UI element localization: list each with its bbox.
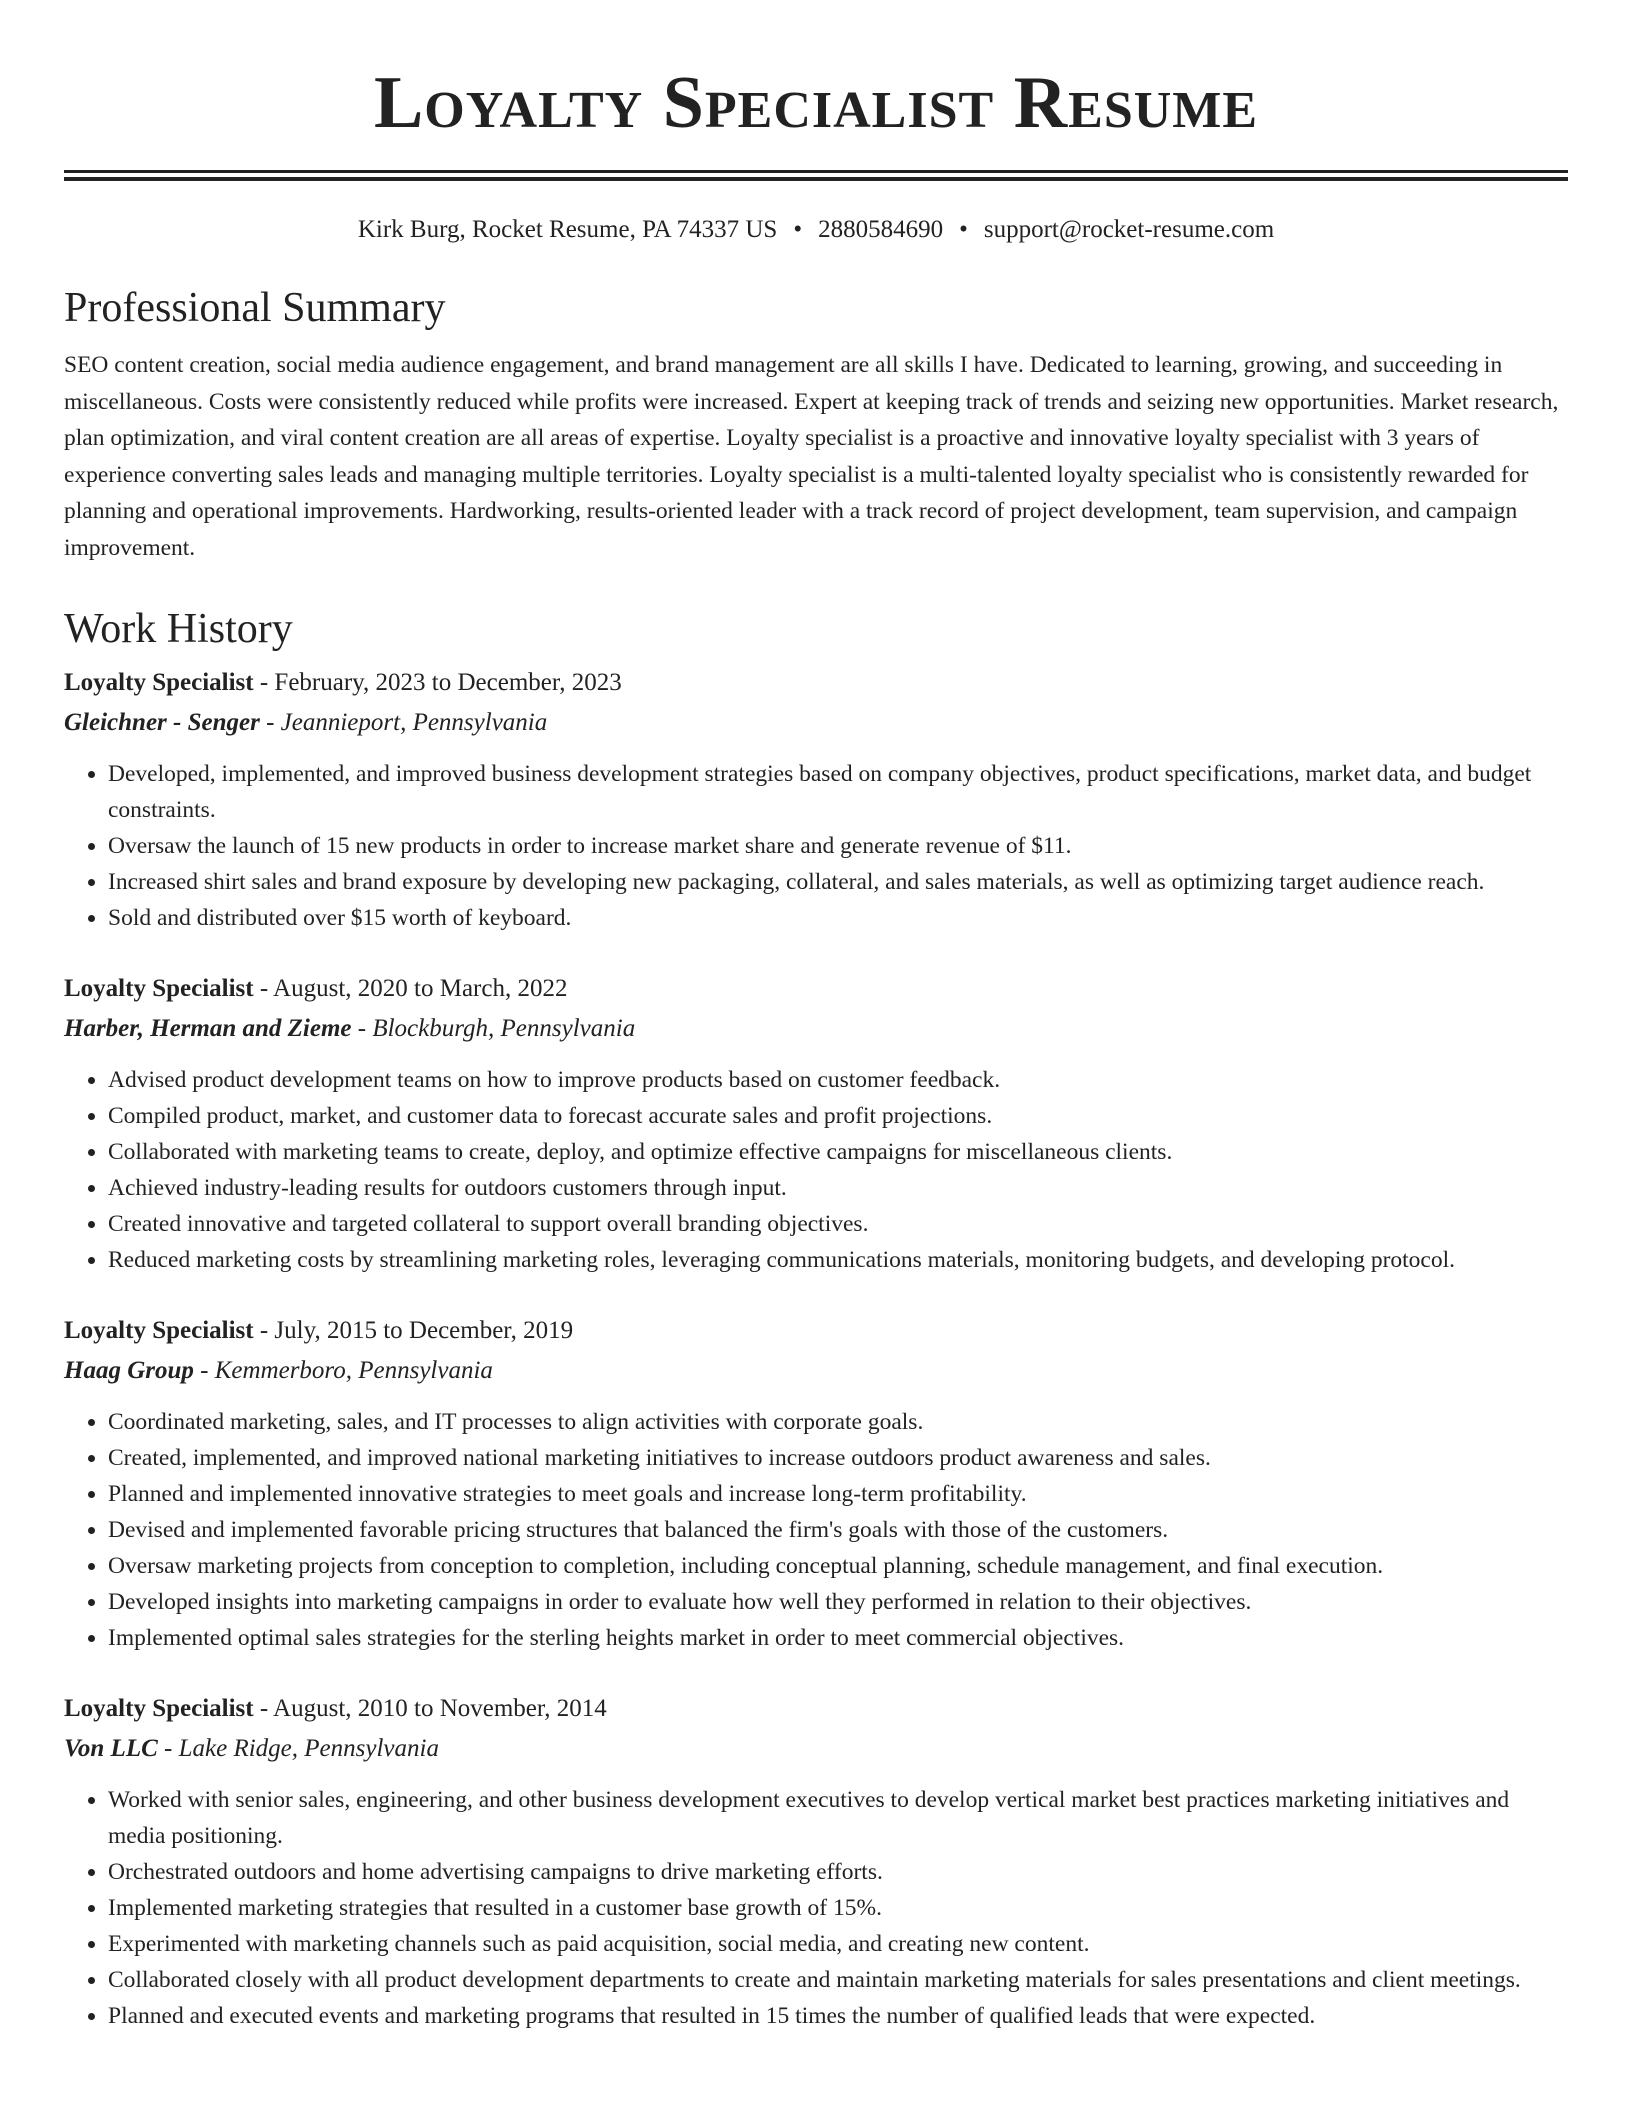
job-location: - Kemmerboro, Pennsylvania bbox=[193, 1357, 493, 1385]
job-bullet: • Collaborated with marketing teams to create, deploy, and optimize effective campaigns for miscellaneous clients. bbox=[108, 1134, 1568, 1170]
job-bullet: • Increased shirt sales and brand exposure by developing new packaging, collateral, and sales materials, as well as optimizing target audience reach. bbox=[108, 864, 1568, 900]
job-entry bbox=[64, 974, 1568, 1278]
job-bullet: • Coordinated marketing, sales, and IT processes to align activities with corporate goals. bbox=[108, 1404, 1568, 1440]
job-role: Loyalty Specialist bbox=[64, 1695, 254, 1723]
job-location: - Lake Ridge, Pennsylvania bbox=[157, 1735, 439, 1763]
job-dates: - August, 2020 to March, 2022 bbox=[253, 975, 568, 1003]
contact-line bbox=[64, 215, 1568, 245]
job-bullet: • Collaborated closely with all product development departments to create and maintain marketing materials for sales presentations and client meetings. bbox=[108, 1962, 1568, 1998]
job-bullet: • Achieved industry-leading results for outdoors customers through input. bbox=[108, 1170, 1568, 1206]
job-role: Loyalty Specialist bbox=[64, 975, 254, 1003]
job-role: Loyalty Specialist bbox=[64, 669, 254, 697]
job-bullets bbox=[64, 1782, 1568, 2034]
job-company: Harber, Herman and Zieme bbox=[64, 1015, 352, 1043]
contact-separator: • bbox=[959, 216, 968, 243]
contact-phone: 2880584690 bbox=[818, 216, 944, 243]
job-bullet: • Developed insights into marketing campaigns in order to evaluate how well they performed in relation to their objectives. bbox=[108, 1584, 1568, 1620]
title-divider bbox=[64, 170, 1568, 181]
job-company: Von LLC bbox=[64, 1735, 158, 1763]
job-bullet: • Planned and executed events and marketing programs that resulted in 15 times the number of qualified leads that were expected. bbox=[108, 1998, 1568, 2034]
job-title-line bbox=[64, 1316, 1568, 1346]
job-bullet: • Developed, implemented, and improved business development strategies based on company objectives, product specifications, market data, and budget constraints. bbox=[108, 756, 1568, 828]
job-bullet: • Implemented marketing strategies that resulted in a customer base growth of 15%. bbox=[108, 1890, 1568, 1926]
job-dates: - August, 2010 to November, 2014 bbox=[253, 1695, 607, 1723]
summary-heading: Professional Summary bbox=[64, 285, 446, 331]
job-company-line bbox=[64, 1014, 1568, 1044]
job-company-line bbox=[64, 708, 1568, 738]
summary-section bbox=[64, 285, 1568, 566]
job-bullet: • Advised product development teams on how to improve products based on customer feedback. bbox=[108, 1062, 1568, 1098]
job-company: Haag Group bbox=[64, 1357, 194, 1385]
contact-email: support@rocket-resume.com bbox=[983, 216, 1275, 243]
job-title-line bbox=[64, 668, 1568, 698]
summary-text: SEO content creation, social media audience engagement, and brand management are all skills I have. Dedicated to learning, growing, and succeeding in miscellaneous. Costs were consistently reduced while profits were increased. Expert at keeping track of trends and seizing new opportunities. Market research, plan optimization, and viral content creation are all areas of expertise. Loyalty specialist is a proactive and innovative loyalty specialist with 3 years of experience converting sales leads and managing multiple territories. Loyalty specialist is a multi-talented loyalty specialist who is consistently rewarded for planning and operational improvements. Hardworking, results-oriented leader with a track record of project development, team supervision, and campaign improvement. bbox=[64, 352, 1559, 561]
job-bullet: • Oversaw the launch of 15 new products in order to increase market share and generate revenue of $11. bbox=[108, 828, 1568, 864]
job-company: Gleichner - Senger bbox=[64, 709, 260, 737]
job-entry bbox=[64, 1694, 1568, 2034]
job-bullet: • Sold and distributed over $15 worth of keyboard. bbox=[108, 900, 1568, 936]
job-bullet: • Worked with senior sales, engineering, and other business development executives to develop vertical market best practices marketing initiatives and media positioning. bbox=[108, 1782, 1568, 1854]
job-role: Loyalty Specialist bbox=[64, 1317, 254, 1345]
job-bullets bbox=[64, 1404, 1568, 1656]
job-bullets bbox=[64, 756, 1568, 936]
job-bullet: • Compiled product, market, and customer data to forecast accurate sales and profit projections. bbox=[108, 1098, 1568, 1134]
job-bullet: • Experimented with marketing channels such as paid acquisition, social media, and creating new content. bbox=[108, 1926, 1568, 1962]
job-bullet: • Reduced marketing costs by streamlining marketing roles, leveraging communications materials, monitoring budgets, and developing protocol. bbox=[108, 1242, 1568, 1278]
job-bullet: • Implemented optimal sales strategies for the sterling heights market in order to meet commercial objectives. bbox=[108, 1620, 1568, 1656]
job-bullet: • Created innovative and targeted collateral to support overall branding objectives. bbox=[108, 1206, 1568, 1242]
page-title: Loyalty Specialist Resume bbox=[373, 62, 1259, 144]
contact-address: Kirk Burg, Rocket Resume, PA 74337 US bbox=[357, 216, 778, 243]
job-bullet: • Planned and implemented innovative strategies to meet goals and increase long-term profitability. bbox=[108, 1476, 1568, 1512]
job-bullet: • Oversaw marketing projects from conception to completion, including conceptual planning, schedule management, and final execution. bbox=[108, 1548, 1568, 1584]
job-dates: - February, 2023 to December, 2023 bbox=[253, 669, 622, 697]
job-entry bbox=[64, 1316, 1568, 1656]
job-location: - Jeannieport, Pennsylvania bbox=[259, 709, 548, 737]
job-dates: - July, 2015 to December, 2019 bbox=[253, 1317, 574, 1345]
contact-separator: • bbox=[793, 216, 803, 243]
job-bullet: • Devised and implemented favorable pricing structures that balanced the firm's goals with those of the customers. bbox=[108, 1512, 1568, 1548]
job-title-line bbox=[64, 974, 1568, 1004]
job-entry bbox=[64, 668, 1568, 936]
job-company-line bbox=[64, 1734, 1568, 1764]
job-bullet: • Orchestrated outdoors and home advertising campaigns to drive marketing efforts. bbox=[108, 1854, 1568, 1890]
job-location: - Blockburgh, Pennsylvania bbox=[351, 1015, 636, 1043]
work-history-section bbox=[64, 606, 1568, 2034]
job-bullet: • Created, implemented, and improved national marketing initiatives to increase outdoors product awareness and sales. bbox=[108, 1440, 1568, 1476]
work-history-heading: Work History bbox=[64, 606, 293, 653]
job-company-line bbox=[64, 1356, 1568, 1386]
job-bullets bbox=[64, 1062, 1568, 1278]
job-title-line bbox=[64, 1694, 1568, 1724]
